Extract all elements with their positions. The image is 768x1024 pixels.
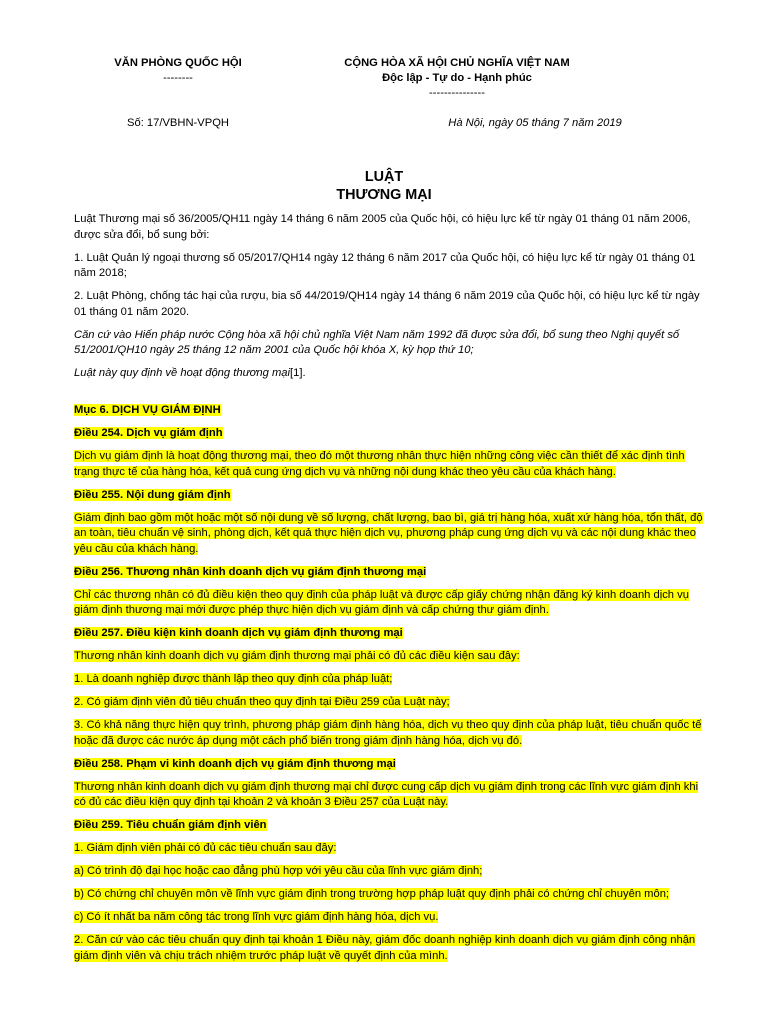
- article-254-title: Điều 254. Dịch vụ giám định: [74, 427, 223, 439]
- article-259-clause-1: 1. Giám định viên phải có đủ các tiêu chuẩn sau đây:: [74, 842, 337, 854]
- spacer: [74, 389, 704, 403]
- intro-amendment-2: 2. Luật Phòng, chống tác hại của rượu, bia số 44/2019/QH14 ngày 14 tháng 6 năm 2019 của Quốc hội, có hiệu lực kể từ ngày 01 tháng 01 năm 2020.: [74, 290, 700, 318]
- article-259-title: Điều 259. Tiêu chuẩn giám định viên: [74, 819, 267, 831]
- document-number: Số: 17/VBHN-VPQH: [127, 117, 229, 129]
- article-257-clause-3: 3. Có khả năng thực hiện quy trình, phương pháp giám định hàng hóa, dịch vụ theo quy định của pháp luật, tiêu chuẩn quốc tế hoặc đã được các nước áp dụng một cách phổ biến trong giám định hàng hóa, dịch vụ đó.: [74, 719, 702, 747]
- article-259-point-b: b) Có chứng chỉ chuyên môn về lĩnh vực giám định trong trường hợp pháp luật quy định phải có chứng chỉ chuyên môn;: [74, 888, 670, 900]
- footnote-ref-link[interactable]: [1].: [290, 367, 306, 379]
- article-259-point-c: c) Có ít nhất ba năm công tác trong lĩnh vực giám định hàng hóa, dịch vụ.: [74, 911, 439, 923]
- article-255-title: Điều 255. Nội dung giám định: [74, 488, 231, 501]
- title-line-1: LUẬT: [364, 169, 404, 185]
- agency-separator: --------: [163, 72, 193, 84]
- agency-name: VĂN PHÒNG QUỐC HỘI: [114, 57, 242, 69]
- legal-basis: Căn cứ vào Hiến pháp nước Cộng hòa xã hội chủ nghĩa Việt Nam năm 1992 đã được sửa đổi, bổ sung theo Nghị quyết số 51/2001/QH10 ngày 25 tháng 12 năm 2001 của Quốc hội khóa X, kỳ họp thứ 10;: [74, 328, 680, 356]
- motto-separator: ---------------: [429, 87, 485, 99]
- article-258-text: Thương nhân kinh doanh dịch vụ giám định thương mại chỉ được cung cấp dịch vụ giám định trong các lĩnh vực giám định khi có đủ các điều kiện quy định tại khoản 2 và khoản 3 Điều 257 của Luật này.: [74, 780, 699, 808]
- article-256-text: Chỉ các thương nhân có đủ điều kiện theo quy định của pháp luật và được cấp giấy chứng nhận đăng ký kinh doanh dịch vụ giám định thương mại mới được phép thực hiện dịch vụ giám định và cấp chứng thư giám định.: [74, 588, 689, 616]
- article-259-clause-2: 2. Căn cứ vào các tiêu chuẩn quy định tại khoản 1 Điều này, giám đốc doanh nghiệp kinh doanh dịch vụ giám định công nhận giám định viên và chịu trách nhiệm trước pháp luật về quyết định của mình.: [74, 934, 696, 962]
- intro-paragraph: Luật Thương mại số 36/2005/QH11 ngày 14 tháng 6 năm 2005 của Quốc hội, có hiệu lực kể từ ngày 01 tháng 01 năm 2006, được sửa đổi, bổ sung bởi:: [74, 213, 691, 241]
- article-257-title: Điều 257. Điều kiện kinh doanh dịch vụ giám định thương mại: [74, 627, 403, 639]
- title-line-2: THƯƠNG MẠI: [336, 187, 432, 203]
- scope-text: Luật này quy định về hoạt động thương mại: [74, 367, 290, 379]
- article-256-title: Điều 256. Thương nhân kinh doanh dịch vụ giám định thương mại: [74, 565, 427, 578]
- place-and-date: Hà Nội, ngày 05 tháng 7 năm 2019: [448, 117, 622, 129]
- article-255-text: Giám định bao gồm một hoặc một số nội dung về số lượng, chất lượng, bao bì, giá trị hàng hóa, xuất xứ hàng hóa, tổn thất, độ an toàn, tiêu chuẩn vệ sinh, phòng dịch, kết quả thực hiện dịch vụ, phương pháp cung ứng dịch vụ và các nội dung khác theo yêu cầu của khách hàng.: [74, 511, 703, 555]
- country-name: CỘNG HÒA XÃ HỘI CHỦ NGHĨA VIỆT NAM: [344, 57, 570, 69]
- article-257-clause-1: 1. Là doanh nghiệp được thành lập theo quy định của pháp luật;: [74, 673, 393, 685]
- intro-amendment-1: 1. Luật Quản lý ngoại thương số 05/2017/QH14 ngày 12 tháng 6 năm 2017 của Quốc hội, có hiệu lực kể từ ngày 01 tháng 01 năm 2018;: [74, 251, 696, 279]
- document-title: [0, 168, 768, 204]
- article-259-point-a: a) Có trình độ đại học hoặc cao đẳng phù hợp với yêu cầu của lĩnh vực giám định;: [74, 865, 483, 877]
- national-header: [326, 56, 588, 101]
- section-heading: Mục 6. DỊCH VỤ GIÁM ĐỊNH: [74, 404, 221, 416]
- article-257-text: Thương nhân kinh doanh dịch vụ giám định thương mại phải có đủ các điều kiện sau đây:: [74, 650, 520, 662]
- article-258-title: Điều 258. Phạm vi kinh doanh dịch vụ giám định thương mại: [74, 757, 396, 770]
- document-body: [74, 212, 704, 972]
- article-257-clause-2: 2. Có giám định viên đủ tiêu chuẩn theo quy định tại Điều 259 của Luật này;: [74, 696, 450, 708]
- national-motto: Độc lập - Tự do - Hạnh phúc: [382, 72, 532, 84]
- issuing-agency-header: [88, 56, 268, 86]
- article-254-text: Dịch vụ giám định là hoạt động thương mại, theo đó một thương nhân thực hiện những công việc cần thiết để xác định tình trạng thực tế của hàng hóa, kết quả cung ứng dịch vụ và những nội dung khác theo yêu cầu của khách hàng.: [74, 450, 685, 478]
- scope-paragraph: [74, 366, 704, 382]
